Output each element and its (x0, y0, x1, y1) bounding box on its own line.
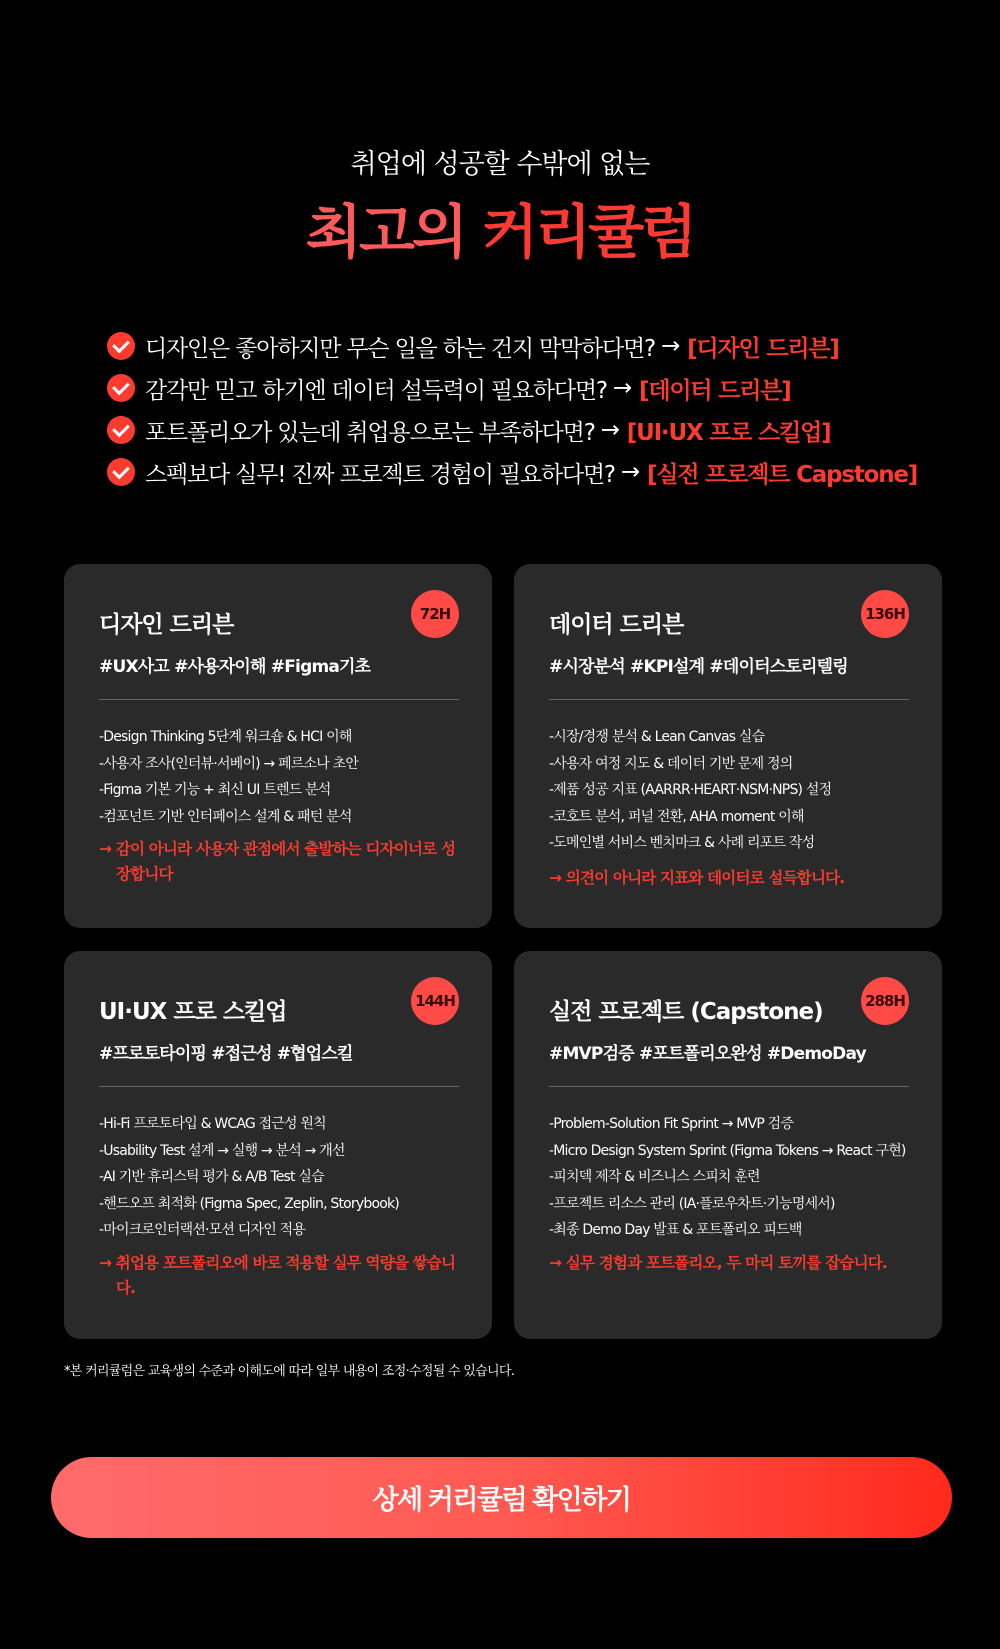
hours-badge: 72H (411, 590, 459, 638)
card-title: 디자인 드리븐 (99, 612, 234, 638)
hours-badge: 144H (411, 977, 459, 1025)
list-item: -Micro Design System Sprint (Figma Tokens → React 구현) (549, 1142, 906, 1159)
check-question: 포트폴리오가 있는데 취업용으로는 부족하다면? (145, 419, 595, 446)
view-curriculum-button[interactable]: 상세 커리큘럼 확인하기 (51, 1457, 952, 1538)
arrow-right-icon: → (600, 417, 619, 443)
list-item: -프로젝트 리소스 관리 (IA·플로우차트·기능명세서) (549, 1195, 835, 1212)
list-item: -Design Thinking 5단계 워크숍 & HCI 이해 (99, 729, 352, 745)
card-tags: #MVP검증 #포트폴리오완성 #DemoDay (549, 1044, 866, 1064)
check-question: 스펙보다 실무! 진짜 프로젝트 경험이 필요하다면? (145, 461, 615, 488)
list-item: -Hi-Fi 프로토타입 & WCAG 접근성 원칙 (99, 1116, 326, 1132)
card-outcome: → 감이 아니라 사용자 관점에서 출발하는 디자이너로 성장합니다 (99, 840, 456, 883)
check-circle-icon (107, 332, 135, 360)
card-items (99, 1111, 469, 1244)
card-title: 데이터 드리븐 (549, 612, 684, 638)
list-item: -사용자 조사(인터뷰·서베이) → 페르소나 초안 (99, 755, 359, 772)
curriculum-card-capstone (514, 951, 942, 1339)
check-highlight: [디자인 드리븐] (687, 335, 839, 362)
divider (549, 1086, 909, 1087)
title-red-part: 커리큘럼 (482, 198, 695, 266)
list-item: -시장/경쟁 분석 & Lean Canvas 실습 (549, 729, 765, 745)
hours-badge: 288H (861, 977, 909, 1025)
card-tags: #프로토타이핑 #접근성 #협업스킬 (99, 1044, 353, 1064)
list-item: -피치덱 제작 & 비즈니스 스피치 훈련 (549, 1169, 760, 1185)
card-title: UI·UX 프로 스킬업 (99, 999, 287, 1025)
curriculum-card-design-driven (64, 564, 492, 928)
list-item: -제품 성공 지표 (AARRR·HEART·NSM·NPS) 설정 (549, 782, 832, 798)
check-highlight: [UI·UX 프로 스킬업] (626, 419, 831, 446)
list-item: -도메인별 서비스 벤치마크 & 사례 리포트 작성 (549, 835, 815, 851)
curriculum-card-uiux-skillup (64, 951, 492, 1339)
card-items (549, 724, 919, 857)
check-item (107, 367, 987, 409)
check-item (107, 409, 987, 451)
check-highlight: [데이터 드리븐] (639, 377, 791, 404)
checklist (107, 325, 987, 493)
divider (99, 1086, 459, 1087)
card-tags: #UX사고 #사용자이해 #Figma기초 (99, 657, 371, 677)
check-circle-icon (107, 374, 135, 402)
check-circle-icon (107, 458, 135, 486)
check-question: 디자인은 좋아하지만 무슨 일을 하는 건지 막막하다면? (145, 335, 656, 362)
check-question: 감각만 믿고 하기엔 데이터 설득력이 필요하다면? (145, 377, 607, 404)
card-outcome: → 취업용 포트폴리오에 바로 적용할 실무 역량을 쌓습니다. (99, 1254, 456, 1297)
disclaimer-note: *본 커리큘럼은 교육생의 수준과 이해도에 따라 일부 내용이 조정·수정될 수 있습니다. (64, 1364, 515, 1379)
divider (99, 699, 459, 700)
card-title: 실전 프로젝트 (Capstone) (549, 999, 823, 1025)
card-tags: #시장분석 #KPI설계 #데이터스토리텔링 (549, 657, 848, 677)
card-outcome: → 실무 경험과 포트폴리오, 두 마리 토끼를 잡습니다. (549, 1254, 887, 1272)
list-item: -코호트 분석, 퍼널 전환, AHA moment 이해 (549, 808, 804, 825)
card-items (549, 1111, 919, 1244)
check-circle-icon (107, 416, 135, 444)
arrow-right-icon: → (612, 375, 632, 401)
arrow-right-icon: → (661, 333, 680, 359)
curriculum-card-data-driven (514, 564, 942, 928)
list-item: -최종 Demo Day 발표 & 포트폴리오 피드백 (549, 1222, 802, 1238)
list-item: -Usability Test 설계 → 실행 → 분석 → 개선 (99, 1142, 345, 1159)
arrow-right-icon: → (620, 459, 640, 485)
list-item: -핸드오프 최적화 (Figma Spec, Zeplin, Storybook) (99, 1195, 399, 1212)
header-subtitle: 취업에 성공할 수밖에 없는 (350, 149, 650, 180)
check-item (107, 451, 987, 493)
list-item: -Problem-Solution Fit Sprint → MVP 검증 (549, 1116, 794, 1132)
list-item: -Figma 기본 기능 + 최신 UI 트렌드 분석 (99, 782, 331, 798)
list-item: -AI 기반 휴리스틱 평가 & A/B Test 실습 (99, 1169, 324, 1185)
list-item: -마이크로인터랙션·모션 디자인 적용 (99, 1222, 306, 1238)
list-item: -컴포넌트 기반 인터페이스 설계 & 패턴 분석 (99, 808, 352, 825)
hours-badge: 136H (861, 590, 909, 638)
card-outcome: → 의견이 아니라 지표와 데이터로 설득합니다. (549, 869, 845, 887)
title-white-part: 최고의 (305, 198, 483, 266)
list-item: -사용자 여정 지도 & 데이터 기반 문제 정의 (549, 755, 793, 772)
divider (549, 699, 909, 700)
card-items (99, 724, 469, 830)
check-highlight: [실전 프로젝트 Capstone] (647, 461, 918, 488)
check-item (107, 325, 987, 367)
page-title (0, 196, 1000, 268)
